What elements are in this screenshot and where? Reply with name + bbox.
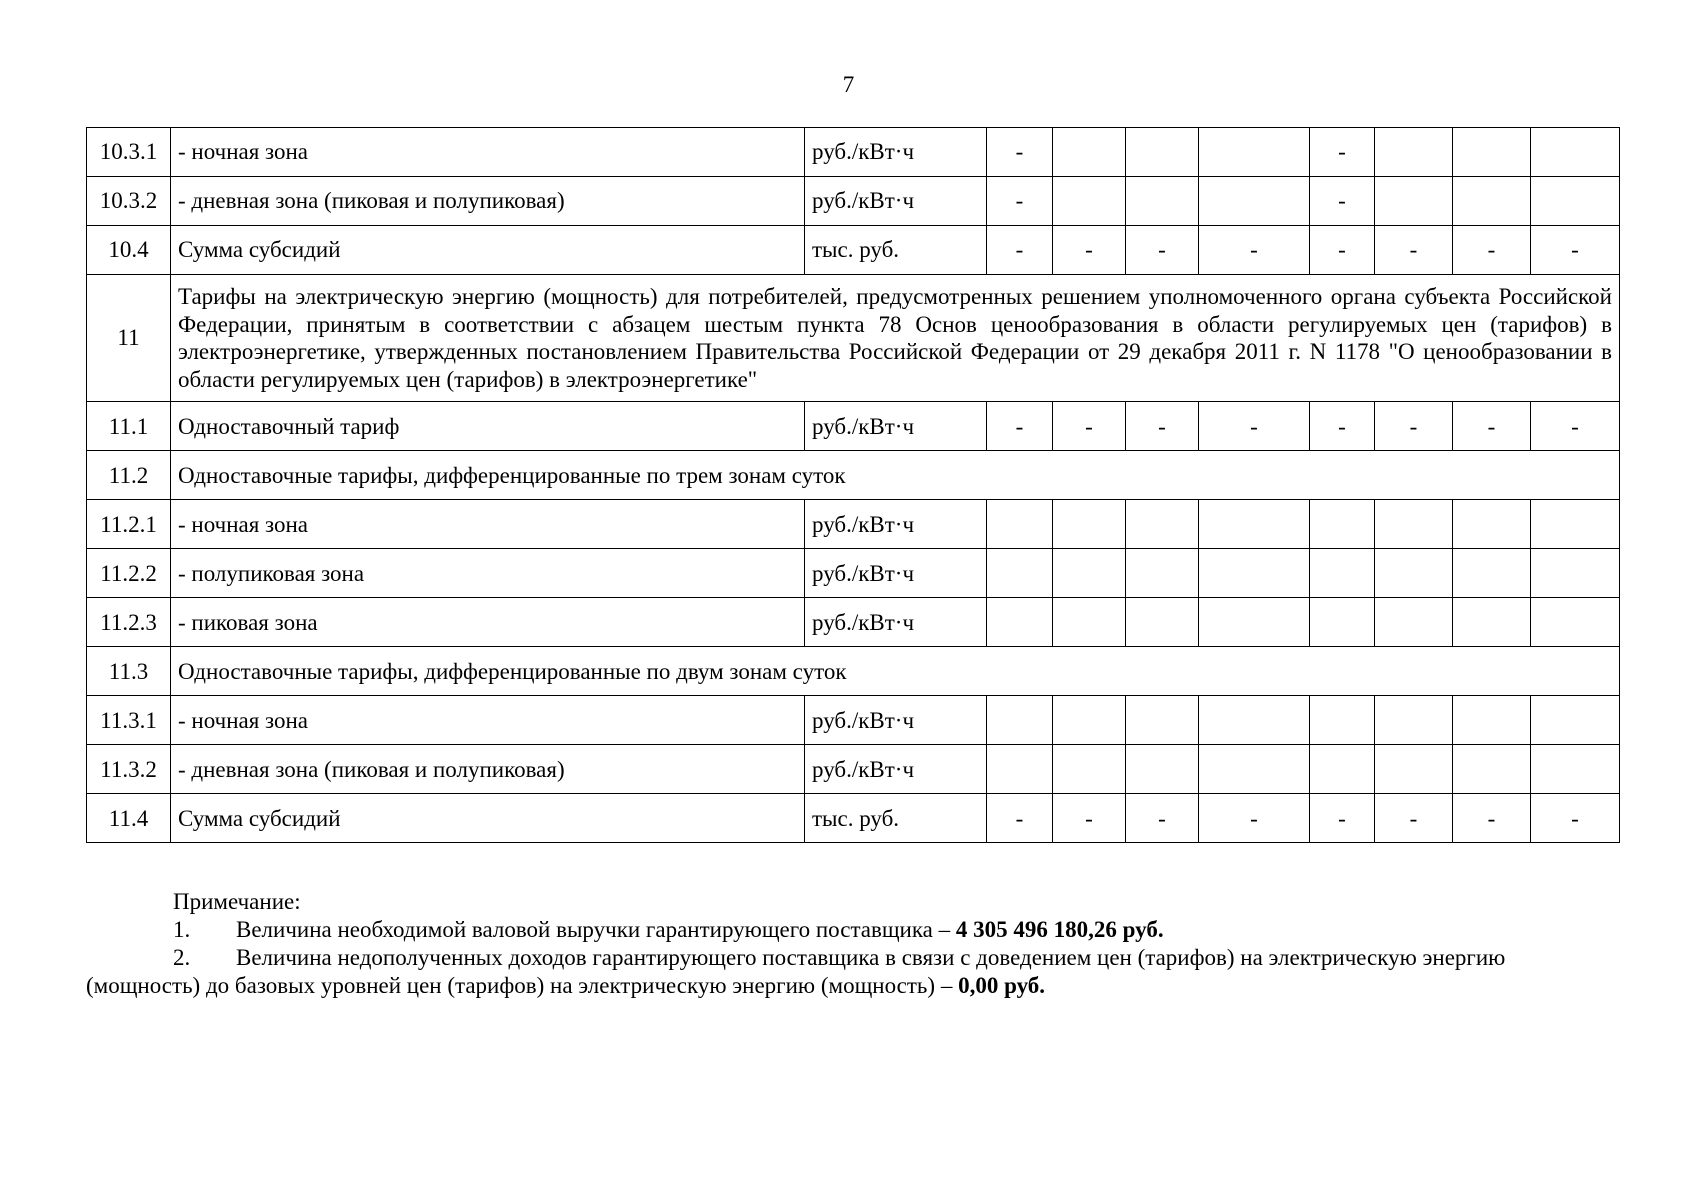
row-name: Одноставочные тарифы, дифференцированные по трем зонам суток xyxy=(171,451,1620,500)
value-cell xyxy=(1375,745,1453,794)
row-number: 11.2.1 xyxy=(87,500,171,549)
note-item xyxy=(86,916,1586,944)
value-cell: - xyxy=(1199,226,1310,275)
value-cell xyxy=(1531,177,1620,226)
value-cell xyxy=(1531,549,1620,598)
value-cell: - xyxy=(1053,226,1126,275)
value-cell xyxy=(1531,745,1620,794)
value-cell: - xyxy=(987,177,1053,226)
table-row xyxy=(87,275,1620,402)
value-cell xyxy=(1126,128,1199,177)
value-cell xyxy=(1199,598,1310,647)
row-name: Одноставочный тариф xyxy=(171,402,805,451)
row-unit: руб./кВт·ч xyxy=(805,500,987,549)
value-cell: - xyxy=(1126,402,1199,451)
value-cell xyxy=(1126,696,1199,745)
row-name: - ночная зона xyxy=(171,500,805,549)
row-unit: руб./кВт·ч xyxy=(805,177,987,226)
note-text: Величина недополученных доходов гарантирующего поставщика в связи с доведением цен (тарифов) на электрическую энергию (мощность) до базовых уровней цен (тарифов) на электрическую энергию (мощность) – xyxy=(86,945,1506,998)
table-row xyxy=(87,177,1620,226)
value-cell xyxy=(1126,549,1199,598)
value-cell xyxy=(1453,549,1531,598)
note-index: 1. xyxy=(173,917,191,942)
row-unit: руб./кВт·ч xyxy=(805,128,987,177)
row-name: Сумма субсидий xyxy=(171,794,805,843)
table-row xyxy=(87,598,1620,647)
value-cell: - xyxy=(1531,402,1620,451)
row-name: - дневная зона (пиковая и полупиковая) xyxy=(171,745,805,794)
note-text: Величина необходимой валовой выручки гарантирующего поставщика – xyxy=(236,917,956,942)
page-number: 7 xyxy=(842,72,855,97)
value-cell xyxy=(1053,128,1126,177)
value-cell xyxy=(1531,598,1620,647)
table-row xyxy=(87,647,1620,696)
value-cell: - xyxy=(1310,794,1375,843)
table-row xyxy=(87,696,1620,745)
value-cell xyxy=(1531,696,1620,745)
row-name: Сумма субсидий xyxy=(171,226,805,275)
value-cell xyxy=(1375,500,1453,549)
row-number: 11.2.2 xyxy=(87,549,171,598)
note-amount: 0,00 руб. xyxy=(958,973,1046,998)
value-cell: - xyxy=(987,226,1053,275)
value-cell: - xyxy=(987,128,1053,177)
value-cell xyxy=(1453,745,1531,794)
value-cell xyxy=(1126,745,1199,794)
value-cell: - xyxy=(1531,226,1620,275)
table-row xyxy=(87,794,1620,843)
row-number: 11.3 xyxy=(87,647,171,696)
table-body xyxy=(87,128,1620,843)
value-cell xyxy=(987,745,1053,794)
value-cell xyxy=(987,696,1053,745)
value-cell xyxy=(987,500,1053,549)
row-name: - дневная зона (пиковая и полупиковая) xyxy=(171,177,805,226)
tariff-table xyxy=(86,127,1620,843)
value-cell xyxy=(1375,549,1453,598)
value-cell: - xyxy=(1453,226,1531,275)
value-cell xyxy=(1310,745,1375,794)
row-name: - ночная зона xyxy=(171,696,805,745)
value-cell: - xyxy=(987,402,1053,451)
value-cell xyxy=(1453,177,1531,226)
row-number: 11.3.2 xyxy=(87,745,171,794)
value-cell xyxy=(1310,549,1375,598)
value-cell xyxy=(1375,128,1453,177)
value-cell xyxy=(1531,128,1620,177)
value-cell: - xyxy=(1310,226,1375,275)
row-unit: руб./кВт·ч xyxy=(805,745,987,794)
table-row xyxy=(87,402,1620,451)
value-cell xyxy=(1053,696,1126,745)
row-unit: тыс. руб. xyxy=(805,794,987,843)
row-number: 10.3.2 xyxy=(87,177,171,226)
row-number: 11.2.3 xyxy=(87,598,171,647)
note-amount: 4 305 496 180,26 руб. xyxy=(955,917,1164,942)
value-cell xyxy=(1199,549,1310,598)
value-cell xyxy=(1453,128,1531,177)
value-cell xyxy=(1053,177,1126,226)
value-cell: - xyxy=(1375,794,1453,843)
row-name: - пиковая зона xyxy=(171,598,805,647)
table-row xyxy=(87,500,1620,549)
table-row xyxy=(87,549,1620,598)
note-item xyxy=(86,944,1586,1000)
value-cell xyxy=(1375,177,1453,226)
value-cell: - xyxy=(1199,794,1310,843)
value-cell: - xyxy=(1310,128,1375,177)
value-cell xyxy=(1199,500,1310,549)
value-cell: - xyxy=(1375,226,1453,275)
row-name: Одноставочные тарифы, дифференцированные по двум зонам суток xyxy=(171,647,1620,696)
value-cell xyxy=(1310,598,1375,647)
row-unit: руб./кВт·ч xyxy=(805,696,987,745)
row-unit: руб./кВт·ч xyxy=(805,598,987,647)
table-row xyxy=(87,451,1620,500)
value-cell xyxy=(1199,128,1310,177)
notes xyxy=(86,888,1586,1000)
value-cell xyxy=(1375,696,1453,745)
row-unit: руб./кВт·ч xyxy=(805,549,987,598)
value-cell xyxy=(1453,696,1531,745)
table-row xyxy=(87,128,1620,177)
value-cell xyxy=(1453,598,1531,647)
value-cell: - xyxy=(1126,226,1199,275)
row-number: 11.4 xyxy=(87,794,171,843)
value-cell: - xyxy=(1053,402,1126,451)
value-cell: - xyxy=(1126,794,1199,843)
value-cell xyxy=(1310,500,1375,549)
row-number: 11.2 xyxy=(87,451,171,500)
row-number: 11.3.1 xyxy=(87,696,171,745)
row-name: Тарифы на электрическую энергию (мощность) для потребителей, предусмотренных решением уполномоченного органа субъекта Российской Федерации, принятым в соответствии с абзацем шестым пункта 78 Основ ценообразования в области регулируемых цен (тарифов) в электроэнергетике, утвержденных постановлением Правительства Российской Федерации от 29 декабря 2011 г. N 1178 "О ценообразовании в области регулируемых цен (тарифов) в электроэнергетике" xyxy=(171,275,1620,402)
value-cell xyxy=(1199,745,1310,794)
table-row xyxy=(87,745,1620,794)
notes-heading: Примечание: xyxy=(173,889,301,914)
row-name: - ночная зона xyxy=(171,128,805,177)
value-cell xyxy=(1126,598,1199,647)
value-cell xyxy=(1126,500,1199,549)
value-cell xyxy=(987,549,1053,598)
value-cell: - xyxy=(987,794,1053,843)
value-cell xyxy=(1531,500,1620,549)
value-cell xyxy=(1053,549,1126,598)
value-cell xyxy=(1053,598,1126,647)
row-unit: руб./кВт·ч xyxy=(805,402,987,451)
value-cell: - xyxy=(1453,794,1531,843)
value-cell: - xyxy=(1053,794,1126,843)
value-cell: - xyxy=(1375,402,1453,451)
value-cell: - xyxy=(1199,402,1310,451)
value-cell xyxy=(1053,745,1126,794)
value-cell: - xyxy=(1310,177,1375,226)
value-cell: - xyxy=(1531,794,1620,843)
row-number: 11.1 xyxy=(87,402,171,451)
value-cell xyxy=(1453,500,1531,549)
row-name: - полупиковая зона xyxy=(171,549,805,598)
note-index: 2. xyxy=(173,945,191,970)
value-cell: - xyxy=(1310,402,1375,451)
value-cell xyxy=(1199,177,1310,226)
value-cell: - xyxy=(1453,402,1531,451)
row-unit: тыс. руб. xyxy=(805,226,987,275)
table-row xyxy=(87,226,1620,275)
row-number: 10.4 xyxy=(87,226,171,275)
value-cell xyxy=(987,598,1053,647)
value-cell xyxy=(1126,177,1199,226)
row-number: 10.3.1 xyxy=(87,128,171,177)
row-number: 11 xyxy=(87,275,171,402)
value-cell xyxy=(1199,696,1310,745)
value-cell xyxy=(1310,696,1375,745)
value-cell xyxy=(1375,598,1453,647)
value-cell xyxy=(1053,500,1126,549)
